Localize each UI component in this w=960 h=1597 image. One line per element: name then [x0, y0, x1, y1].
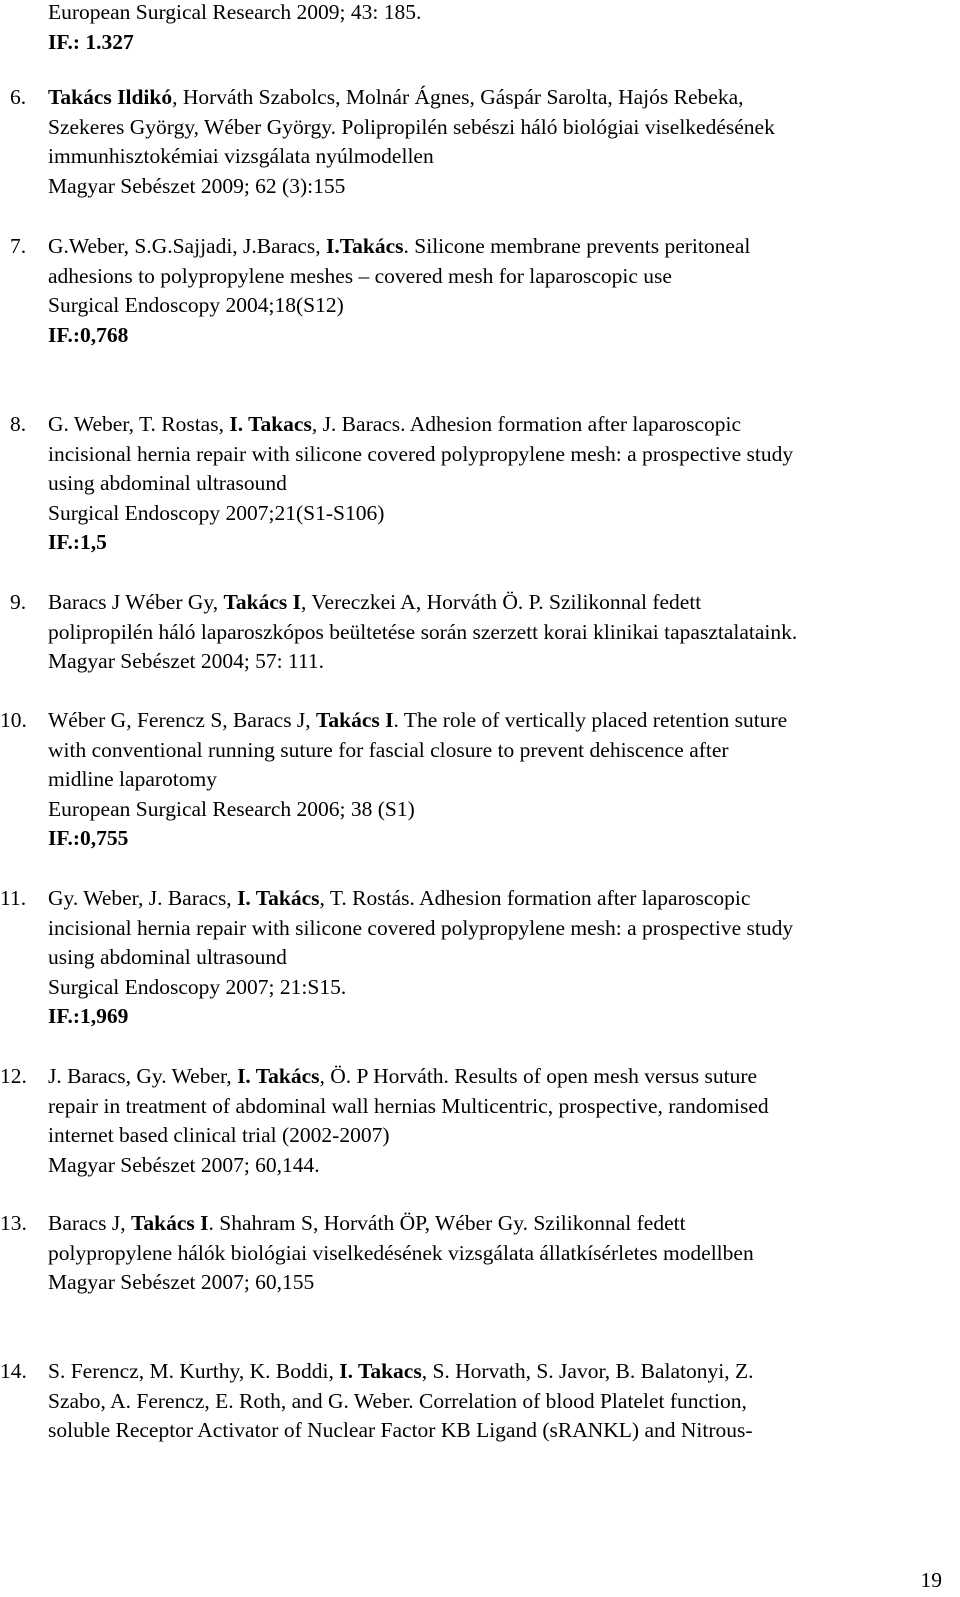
reference-number: 7. [10, 234, 27, 258]
reference-number: 10. [0, 708, 27, 732]
reference-number: 11. [0, 886, 27, 910]
reference-14 [0, 1357, 953, 1446]
authors: Baracs J, [48, 1211, 131, 1235]
author-highlight: I. Takacs [339, 1359, 422, 1383]
journal-line: Surgical Endoscopy 2004;18(S12) [48, 293, 344, 317]
title-line: internet based clinical trial (2002-2007) [48, 1123, 390, 1147]
reference-5-tail [48, 0, 953, 57]
page-number: 19 [920, 1568, 942, 1592]
reference-11 [0, 884, 953, 1032]
title-start: . Silicone membrane prevents peritoneal [403, 234, 751, 258]
reference-12 [0, 1062, 953, 1180]
journal-line: Magyar Sebészet 2007; 60,155 [48, 1270, 315, 1294]
title-start: . The role of vertically placed retention suture [393, 708, 788, 732]
reference-number: 8. [10, 412, 27, 436]
reference-13 [0, 1209, 953, 1298]
journal-line: Surgical Endoscopy 2007; 21:S15. [48, 974, 347, 999]
reference-number: 6. [10, 85, 27, 109]
impact-factor: IF.:1,5 [48, 530, 107, 554]
title-start: , Vereczkei A, Horváth Ö. P. Szilikonnal fedett [301, 590, 702, 614]
title-line: using abdominal ultrasound [48, 945, 287, 969]
authors: J. Baracs, Gy. Weber, [48, 1064, 238, 1088]
title-line: midline laparotomy [48, 767, 217, 791]
journal-line: Surgical Endoscopy 2007;21(S1-S106) [48, 500, 385, 525]
journal-line: European Surgical Research 2006; 38 (S1) [48, 796, 415, 821]
author-highlight: I. Takács [237, 1064, 320, 1088]
title-line: polypropylene hálók biológiai viselkedésének vizsgálata állatkísérletes modellben [48, 1240, 754, 1265]
reference-10 [0, 706, 953, 854]
author-highlight: Takács Ildikó [48, 85, 173, 109]
title-line: Szekeres György, Wéber György. Polipropilén sebészi háló biológiai viselkedésének [48, 114, 775, 139]
authors: , S. Horvath, S. Javor, B. Balatonyi, Z. [421, 1359, 754, 1383]
reference-6 [10, 83, 953, 201]
journal-line: Magyar Sebészet 2004; 57: 111. [48, 649, 325, 673]
journal-line: Magyar Sebészet 2007; 60,144. [48, 1152, 320, 1177]
title-start: , Ö. P Horváth. Results of open mesh versus suture [319, 1064, 758, 1088]
impact-factor: IF.: 1.327 [48, 29, 134, 54]
title-start: , J. Baracs. Adhesion formation after laparoscopic [311, 412, 742, 436]
title-line: soluble Receptor Activator of Nuclear Factor KB Ligand (sRANKL) and Nitrous- [48, 1418, 753, 1442]
reference-number: 9. [10, 590, 27, 614]
author-highlight: I.Takács [326, 234, 404, 258]
reference-number: 14. [0, 1359, 27, 1383]
authors: Baracs J Wéber Gy, [48, 590, 224, 614]
title-line: incisional hernia repair with silicone covered polypropylene mesh: a prospective study [48, 915, 794, 940]
authors: Gy. Weber, J. Baracs, [48, 886, 238, 910]
journal-line: European Surgical Research 2009; 43: 185. [48, 0, 422, 24]
authors: S. Ferencz, M. Kurthy, K. Boddi, [48, 1359, 340, 1383]
author-highlight: I. Takacs [229, 412, 312, 436]
author-highlight: Takács I [316, 708, 394, 732]
title-start: . Shahram S, Horváth ÖP, Wéber Gy. Szilikonnal fedett [208, 1211, 686, 1235]
author-highlight: Takács I [131, 1211, 209, 1235]
authors: G.Weber, S.G.Sajjadi, J.Baracs, [48, 234, 327, 258]
authors: Wéber G, Ferencz S, Baracs J, [48, 708, 317, 732]
title-line: polipropilén háló laparoszkópos beültetése során szerzett korai klinikai tapasztalataink. [48, 619, 798, 644]
impact-factor: IF.:1,969 [48, 1004, 129, 1028]
reference-9 [10, 588, 953, 677]
authors: G. Weber, T. Rostas, [48, 412, 230, 436]
authors: , Horváth Szabolcs, Molnár Ágnes, Gáspár Sarolta, Hajós Rebeka, [172, 85, 744, 109]
impact-factor: IF.:0,755 [48, 826, 129, 850]
journal-line: Magyar Sebészet 2009; 62 (3):155 [48, 173, 346, 198]
reference-8 [10, 410, 953, 558]
reference-number: 12. [0, 1064, 27, 1088]
impact-factor: IF.:0,768 [48, 322, 129, 347]
title-start: , T. Rostás. Adhesion formation after laparoscopic [319, 886, 751, 910]
title-line: repair in treatment of abdominal wall hernias Multicentric, prospective, randomised [48, 1093, 769, 1118]
author-highlight: I. Takács [237, 886, 320, 910]
author-highlight: Takács I [223, 590, 302, 614]
title-line: incisional hernia repair with silicone covered polypropylene mesh: a prospective study [48, 441, 794, 466]
title-line: immunhisztokémiai vizsgálata nyúlmodellen [48, 144, 434, 168]
reference-7 [10, 232, 953, 350]
title-line: Szabo, A. Ferencz, E. Roth, and G. Weber. Correlation of blood Platelet function, [48, 1388, 747, 1413]
reference-number: 13. [0, 1211, 27, 1235]
title-line: adhesions to polypropylene meshes – covered mesh for laparoscopic use [48, 263, 672, 288]
title-line: using abdominal ultrasound [48, 471, 287, 495]
title-line: with conventional running suture for fascial closure to prevent dehiscence after [48, 737, 729, 762]
